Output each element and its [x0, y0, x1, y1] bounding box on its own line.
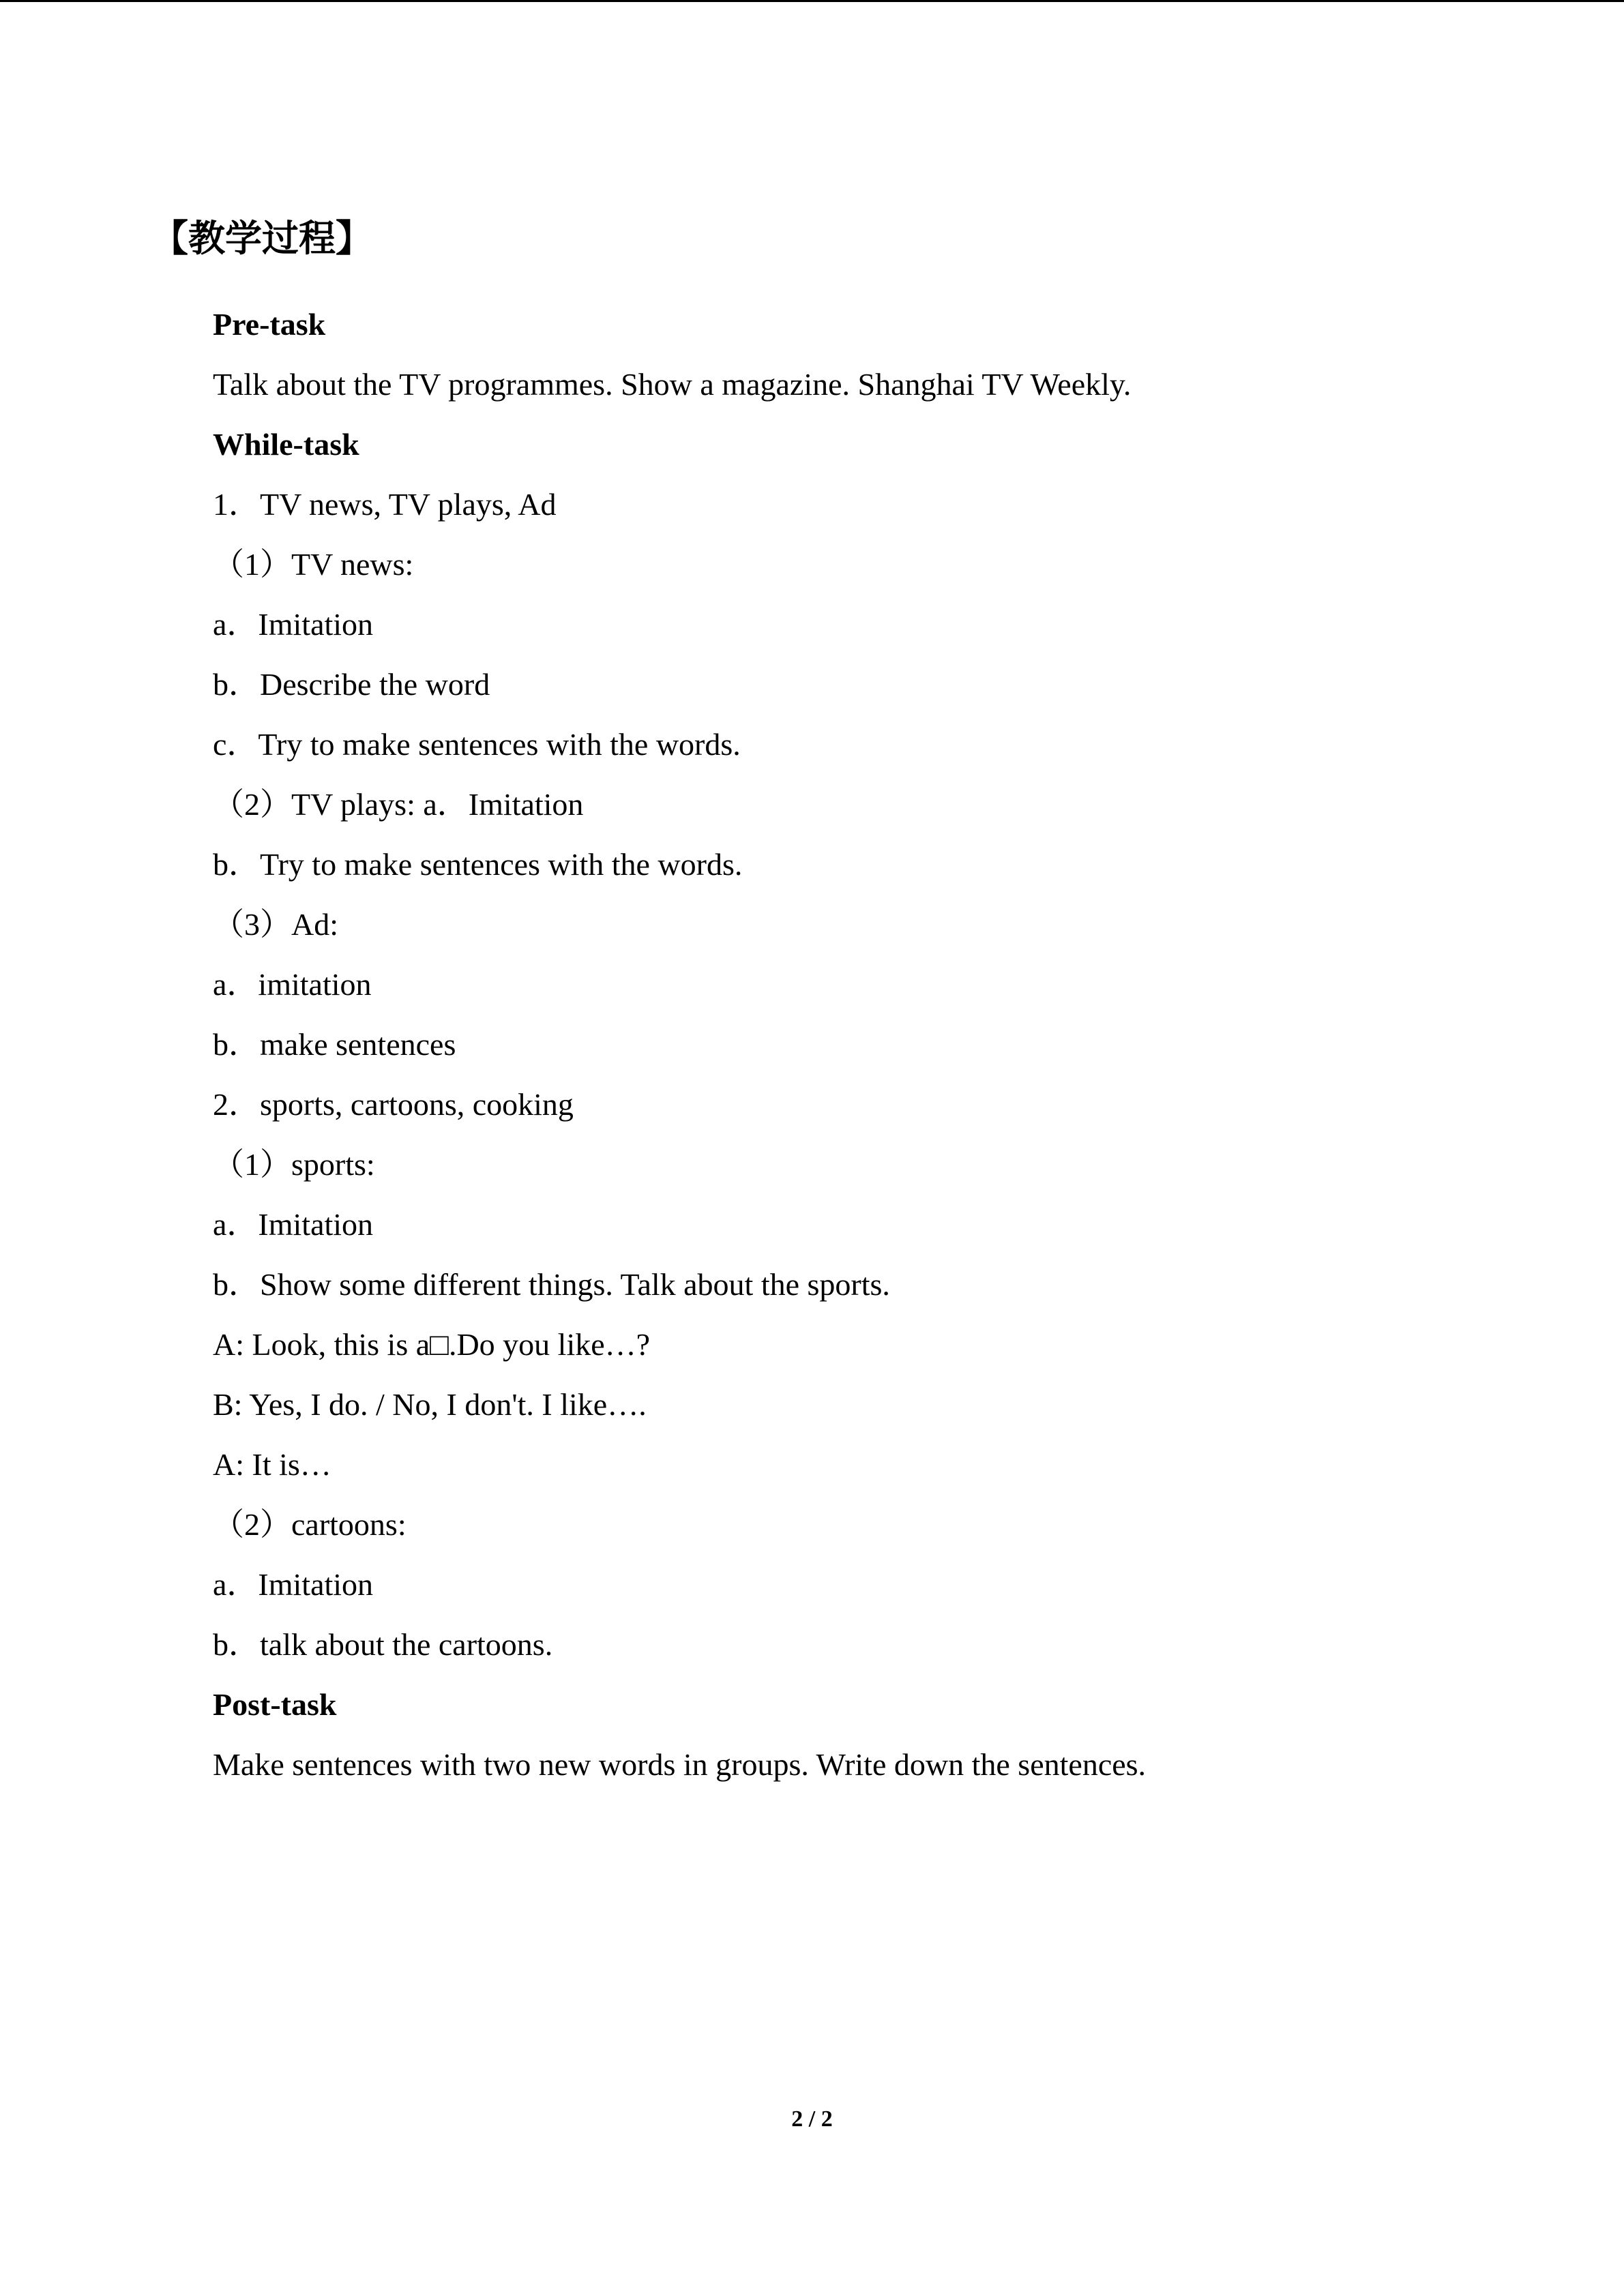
document-line: 2．sports, cartoons, cooking: [213, 1087, 574, 1122]
document-line: b．Describe the word: [213, 667, 490, 702]
document-line: a．Imitation: [213, 607, 374, 642]
document-line: b．make sentences: [213, 1027, 456, 1062]
document-line: （2）TV plays: a．Imitation: [213, 787, 584, 822]
document-line: （1）sports:: [213, 1147, 375, 1182]
document-line: （3）Ad:: [213, 907, 338, 942]
document-line: a．Imitation: [213, 1567, 374, 1602]
document-line: A: Look, this is a□.Do you like…?: [213, 1327, 651, 1362]
section-heading: 【教学过程】: [151, 217, 372, 260]
document-line: B: Yes, I do. / No, I don't. I like….: [213, 1387, 647, 1422]
document-line: Talk about the TV programmes. Show a magazine. Shanghai TV Weekly.: [213, 367, 1132, 402]
document-line: While-task: [213, 427, 359, 462]
document-line: a．Imitation: [213, 1207, 374, 1242]
top-border-line: [0, 0, 1624, 2]
document-line: b．talk about the cartoons.: [213, 1627, 553, 1662]
document-line: （1）TV news:: [213, 547, 414, 582]
document-line: （2）cartoons:: [213, 1507, 407, 1542]
document-line: Post-task: [213, 1687, 337, 1722]
document-line: A: It is…: [213, 1447, 331, 1482]
document-line: b．Show some different things. Talk about the sports.: [213, 1267, 890, 1302]
document-line: 1．TV news, TV plays, Ad: [213, 487, 557, 522]
document-line: Pre-task: [213, 307, 326, 342]
page-number: 2 / 2: [791, 2106, 833, 2132]
document-body: [213, 302, 1509, 1802]
document-line: a．imitation: [213, 967, 372, 1002]
document-line: c．Try to make sentences with the words.: [213, 727, 741, 762]
document-line: b．Try to make sentences with the words.: [213, 847, 743, 882]
document-line: Make sentences with two new words in groups. Write down the sentences.: [213, 1747, 1147, 1782]
